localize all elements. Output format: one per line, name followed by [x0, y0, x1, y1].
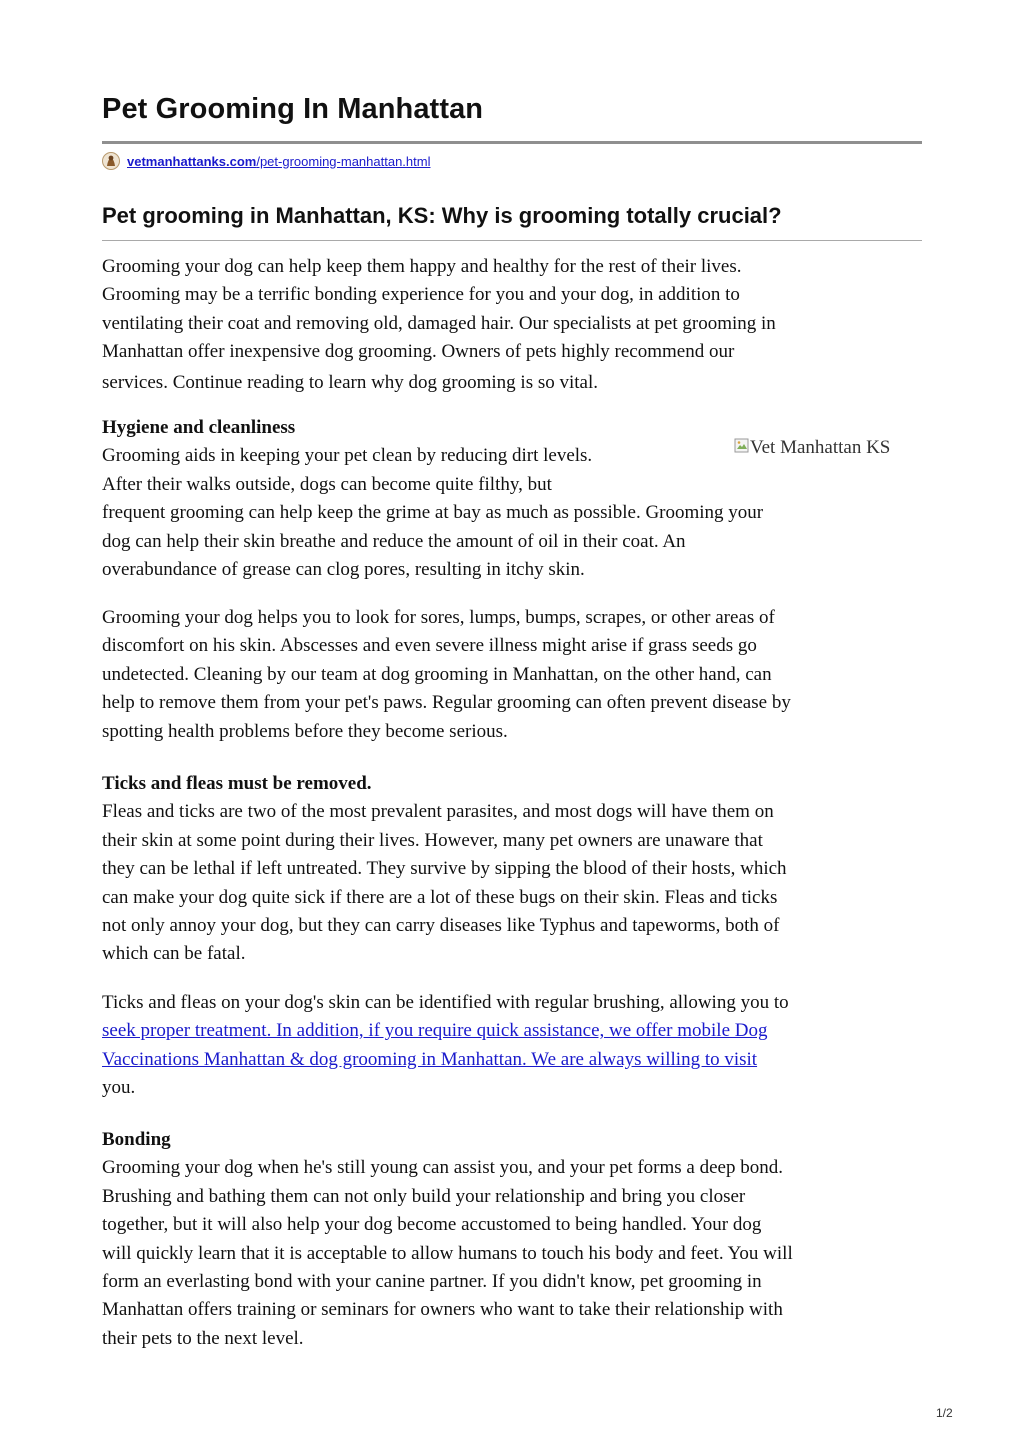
- source-line: [102, 150, 430, 172]
- hygiene-heading: Hygiene and cleanliness: [102, 417, 296, 438]
- bonding-section: Bonding Grooming your dog when he's still young can assist you, and your pet forms a deep bond. Brushing and bathing them can not only build your relationship and bring you closer together, but it will also help your dog become accustomed to being handled. Your dog will quickly learn that it is acceptable to allow humans to touch his body and feet. You will form an everlasting bond with your canine partner. If you didn't know, pet grooming in Manhattan offers training or seminars for owners who want to take their relationship with their pets to the next level.: [102, 1126, 924, 1353]
- subtitle-divider: [102, 240, 922, 241]
- hygiene-section: Hygiene and cleanliness Grooming aids in keeping your pet clean by reducing dirt levels. After their walks outside, dogs can become quite filthy, but frequent grooming can help keep the grime at bay as much as possible. Grooming your dog can help their skin breathe and reduce the amount of oil in their coat. An overabundance of grease can clog pores, resulting in itchy skin.: [102, 414, 924, 584]
- ticks-section: Ticks and fleas must be removed. Fleas and ticks are two of the most prevalent parasites, and most dogs will have them on their skin at some point during their lives. However, many pet owners are unaware that they can be lethal if left untreated. They survive by sipping the blood of their hosts, which can make your dog quite sick if there are a lot of these bugs on their skin. Fleas and ticks not only annoy your dog, but they can carry diseases like Typhus and tapeworms, both of which can be fatal.: [102, 770, 924, 969]
- broken-image-vet-manhattan: Vet Manhattan KS: [734, 436, 890, 460]
- mobile-vaccinations-link-continued[interactable]: Vaccinations Manhattan & dog grooming in Manhattan. We are always willing to visit: [102, 1048, 758, 1070]
- title-divider: [102, 141, 922, 144]
- sores-paragraph: Grooming your dog helps you to look for sores, lumps, bumps, scrapes, or other areas of discomfort on his skin. Abscesses and even severe illness might arise if grass seeds go undetected. Cleaning by our team at dog grooming in Manhattan, on the other hand, can help to remove them from your pet's paws. Regular grooming can often prevent disease by spotting health problems before they become serious.: [102, 607, 791, 742]
- intro-paragraph: Grooming your dog can help keep them happy and healthy for the rest of their lives. Grooming may be a terrific bonding experience for you and your dog, in addition to ventilating their coat and removing old, damaged hair. Our specialists at pet grooming in Manhattan offer inexpensive dog grooming. Owners of pets highly recommend our services. Continue reading to learn why dog grooming is so vital.: [102, 256, 776, 393]
- brushing-paragraph: Ticks and fleas on your dog's skin can be identified with regular brushing, allowing you to seek proper treatment. In addition, if you require quick assistance, we offer mobile Dog Vaccinations Manhattan & dog grooming in Manhattan. We are always willing to visit you.: [102, 989, 924, 1103]
- mobile-vaccinations-link[interactable]: seek proper treatment. In addition, if you require quick assistance, we offer mobile Dog: [102, 1020, 768, 1042]
- favicon-icon: [102, 152, 120, 170]
- page-title: Pet Grooming In Manhattan: [102, 93, 484, 125]
- bonding-heading: Bonding: [102, 1129, 171, 1150]
- ticks-heading: Ticks and fleas must be removed.: [102, 773, 372, 794]
- article-subtitle: Pet grooming in Manhattan, KS: Why is grooming totally crucial?: [102, 203, 782, 228]
- source-url-link[interactable]: vetmanhattanks.com/pet-grooming-manhattan.html: [127, 153, 431, 169]
- page-number: 1/2: [936, 1406, 953, 1420]
- broken-image-icon: [734, 438, 750, 454]
